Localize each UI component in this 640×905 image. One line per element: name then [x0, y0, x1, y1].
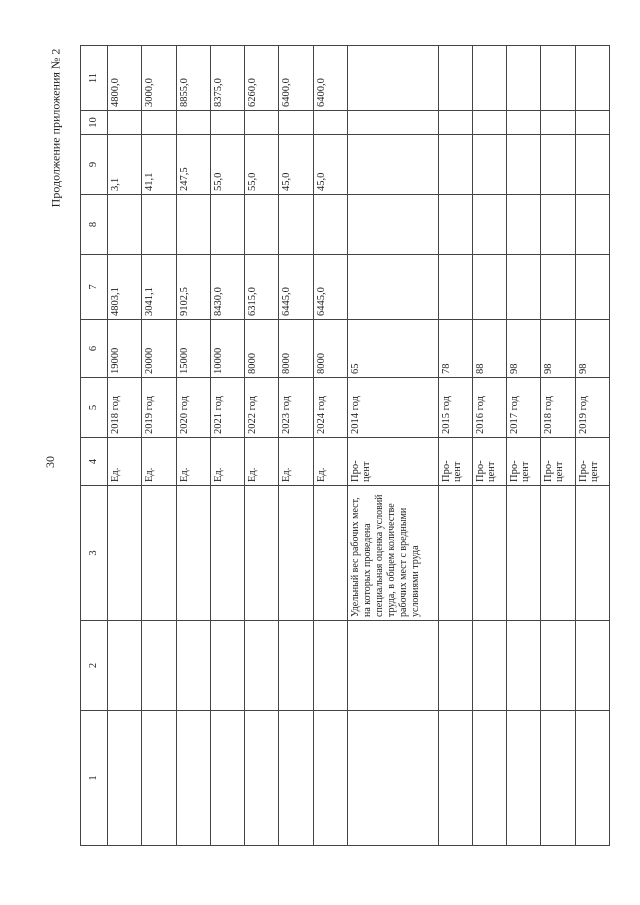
table-row [142, 46, 176, 846]
table-cell-col-7 [507, 255, 541, 320]
table-row [507, 46, 541, 846]
table-cell-col-9 [472, 135, 506, 195]
table-cell-col-7: 6445,0 [313, 255, 347, 320]
table-cell-col-10 [210, 111, 244, 135]
table-cell-col-9 [541, 135, 575, 195]
page-number: 30 [43, 456, 57, 468]
table-cell-col-10 [176, 111, 210, 135]
table-cell-col-4: Про- цент [541, 438, 575, 486]
table-cell-col-8 [472, 195, 506, 255]
table-row [210, 46, 244, 846]
table-cell-col-8 [245, 195, 279, 255]
table-cell-col-8 [210, 195, 244, 255]
header-cell-5: 5 [81, 378, 108, 438]
table-cell-col-2 [438, 621, 472, 711]
table-cell-col-5: 2017 год [507, 378, 541, 438]
table-cell-col-1 [541, 711, 575, 846]
table-cell-col-8 [347, 195, 438, 255]
table-cell-col-4: Про- цент [472, 438, 506, 486]
table-cell-col-7: 4803,1 [108, 255, 142, 320]
header-cell-8: 8 [81, 195, 108, 255]
table-cell-col-10 [142, 111, 176, 135]
table-cell-col-6: 98 [575, 320, 609, 378]
table-cell-col-9: 247,5 [176, 135, 210, 195]
table-row [472, 46, 506, 846]
header-cell-4: 4 [81, 438, 108, 486]
table-cell-col-9: 3,1 [108, 135, 142, 195]
table-cell-col-5: 2019 год [575, 378, 609, 438]
table-cell-col-8 [438, 195, 472, 255]
table-cell-col-6: 15000 [176, 320, 210, 378]
table-cell-col-10 [541, 111, 575, 135]
table-cell-col-10 [575, 111, 609, 135]
table-cell-col-9: 55,0 [210, 135, 244, 195]
table-cell-col-1 [108, 711, 142, 846]
table-row [279, 46, 313, 846]
table-row [575, 46, 609, 846]
table-cell-col-3 [142, 486, 176, 621]
table-cell-col-1 [575, 711, 609, 846]
table-cell-col-2 [245, 621, 279, 711]
table-cell-col-7 [575, 255, 609, 320]
rotated-table-wrap [80, 46, 610, 846]
table-cell-col-8 [575, 195, 609, 255]
table-cell-col-7: 9102,5 [176, 255, 210, 320]
table-cell-col-5: 2024 год [313, 378, 347, 438]
table-cell-col-5: 2020 год [176, 378, 210, 438]
header-cell-6: 6 [81, 320, 108, 378]
table-cell-col-8 [541, 195, 575, 255]
table-cell-col-2 [279, 621, 313, 711]
table-cell-col-3 [472, 486, 506, 621]
table-cell-col-2 [108, 621, 142, 711]
table-cell-col-11 [472, 46, 506, 111]
table-cell-col-9 [507, 135, 541, 195]
table-cell-col-4: Ед. [176, 438, 210, 486]
table-cell-col-7 [347, 255, 438, 320]
table-cell-col-5: 2023 год [279, 378, 313, 438]
table-cell-col-11: 6400,0 [313, 46, 347, 111]
table-cell-col-4: Ед. [279, 438, 313, 486]
table-cell-col-4: Про- цент [575, 438, 609, 486]
table-cell-col-2 [176, 621, 210, 711]
table-cell-col-2 [313, 621, 347, 711]
table-cell-col-10 [347, 111, 438, 135]
table-cell-col-10 [507, 111, 541, 135]
table-cell-col-11: 4800,0 [108, 46, 142, 111]
header-cell-1: 1 [81, 711, 108, 846]
table-cell-col-3 [575, 486, 609, 621]
table-cell-col-4: Ед. [142, 438, 176, 486]
table-cell-col-3 [176, 486, 210, 621]
table-cell-col-2 [347, 621, 438, 711]
table-row [313, 46, 347, 846]
table-row [541, 46, 575, 846]
table-cell-col-11 [347, 46, 438, 111]
table-cell-col-10 [108, 111, 142, 135]
table-cell-col-2 [210, 621, 244, 711]
table-cell-col-8 [176, 195, 210, 255]
table-cell-col-6: 98 [507, 320, 541, 378]
table-cell-col-9: 45,0 [279, 135, 313, 195]
table-cell-col-10 [279, 111, 313, 135]
table-cell-col-11: 6400,0 [279, 46, 313, 111]
table-cell-col-3 [245, 486, 279, 621]
table-cell-col-11 [438, 46, 472, 111]
table-cell-col-7 [472, 255, 506, 320]
header-cell-10: 10 [81, 111, 108, 135]
table-cell-col-5: 2015 год [438, 378, 472, 438]
table-cell-col-6: 8000 [279, 320, 313, 378]
table-cell-col-7 [438, 255, 472, 320]
table-cell-col-5: 2016 год [472, 378, 506, 438]
table-cell-col-5: 2014 год [347, 378, 438, 438]
header-row [81, 46, 108, 846]
table-cell-col-11 [541, 46, 575, 111]
table-row [438, 46, 472, 846]
table-cell-col-1 [279, 711, 313, 846]
table-cell-col-7: 8430,0 [210, 255, 244, 320]
table-cell-col-8 [507, 195, 541, 255]
table-cell-col-4: Ед. [108, 438, 142, 486]
table-cell-col-6: 88 [472, 320, 506, 378]
table-cell-col-6: 8000 [313, 320, 347, 378]
header-cell-2: 2 [81, 621, 108, 711]
header-cell-9: 9 [81, 135, 108, 195]
table-cell-col-11 [507, 46, 541, 111]
table-cell-col-2 [541, 621, 575, 711]
data-table [80, 45, 610, 846]
table-cell-col-9 [575, 135, 609, 195]
header-cell-3: 3 [81, 486, 108, 621]
table-cell-col-11 [575, 46, 609, 111]
table-cell-col-8 [313, 195, 347, 255]
header-cell-11: 11 [81, 46, 108, 111]
table-cell-col-6: 10000 [210, 320, 244, 378]
table-cell-col-9 [438, 135, 472, 195]
appendix-caption: Продолжение приложения № 2 [48, 48, 63, 208]
table-row [347, 46, 438, 846]
table-cell-col-6: 19000 [108, 320, 142, 378]
table-cell-col-9: 45,0 [313, 135, 347, 195]
table-cell-col-4: Ед. [210, 438, 244, 486]
table-cell-col-1 [176, 711, 210, 846]
table-cell-col-1 [472, 711, 506, 846]
table-cell-col-1 [245, 711, 279, 846]
table-row [176, 46, 210, 846]
table-cell-col-1 [313, 711, 347, 846]
table-cell-col-5: 2018 год [108, 378, 142, 438]
table-cell-col-9: 55,0 [245, 135, 279, 195]
table-cell-col-11: 8855,0 [176, 46, 210, 111]
appendix-caption-wrap [48, 48, 64, 208]
header-cell-7: 7 [81, 255, 108, 320]
table-cell-col-6: 78 [438, 320, 472, 378]
table-cell-col-10 [245, 111, 279, 135]
table-cell-col-8 [279, 195, 313, 255]
table-cell-col-3: Удельный вес рабочих мест, на которых проведена специальная оценка условий труда, в общем количестве рабочих мест с вредными условиями труда [347, 486, 438, 621]
table-cell-col-5: 2018 год [541, 378, 575, 438]
table-cell-col-11: 8375,0 [210, 46, 244, 111]
table-cell-col-11: 6260,0 [245, 46, 279, 111]
table-cell-col-7: 6315,0 [245, 255, 279, 320]
table-cell-col-6: 8000 [245, 320, 279, 378]
table-cell-col-5: 2022 год [245, 378, 279, 438]
table-cell-col-6: 65 [347, 320, 438, 378]
table-cell-col-3 [279, 486, 313, 621]
table-cell-col-7: 3041,1 [142, 255, 176, 320]
table-cell-col-3 [507, 486, 541, 621]
table-cell-col-3 [313, 486, 347, 621]
table-cell-col-11: 3000,0 [142, 46, 176, 111]
table-cell-col-3 [438, 486, 472, 621]
table-cell-col-1 [347, 711, 438, 846]
table-cell-col-7: 6445,0 [279, 255, 313, 320]
table-cell-col-6: 98 [541, 320, 575, 378]
table-cell-col-4: Ед. [313, 438, 347, 486]
table-cell-col-10 [438, 111, 472, 135]
table-cell-col-7 [541, 255, 575, 320]
table-cell-col-5: 2019 год [142, 378, 176, 438]
table-cell-col-1 [438, 711, 472, 846]
table-cell-col-8 [142, 195, 176, 255]
table-cell-col-10 [313, 111, 347, 135]
table-cell-col-9 [347, 135, 438, 195]
table-cell-col-9: 41,1 [142, 135, 176, 195]
table-cell-col-2 [142, 621, 176, 711]
table-cell-col-10 [472, 111, 506, 135]
table-cell-col-5: 2021 год [210, 378, 244, 438]
table-cell-col-2 [575, 621, 609, 711]
table-cell-col-3 [210, 486, 244, 621]
table-cell-col-4: Про- цент [347, 438, 438, 486]
table-cell-col-2 [507, 621, 541, 711]
table-cell-col-4: Ед. [245, 438, 279, 486]
table-row [108, 46, 142, 846]
table-cell-col-8 [108, 195, 142, 255]
table-cell-col-6: 20000 [142, 320, 176, 378]
table-cell-col-4: Про- цент [438, 438, 472, 486]
table-cell-col-3 [108, 486, 142, 621]
table-cell-col-1 [142, 711, 176, 846]
table-cell-col-3 [541, 486, 575, 621]
table-cell-col-1 [507, 711, 541, 846]
table-cell-col-1 [210, 711, 244, 846]
table-row [245, 46, 279, 846]
table-cell-col-4: Про- цент [507, 438, 541, 486]
table-cell-col-2 [472, 621, 506, 711]
